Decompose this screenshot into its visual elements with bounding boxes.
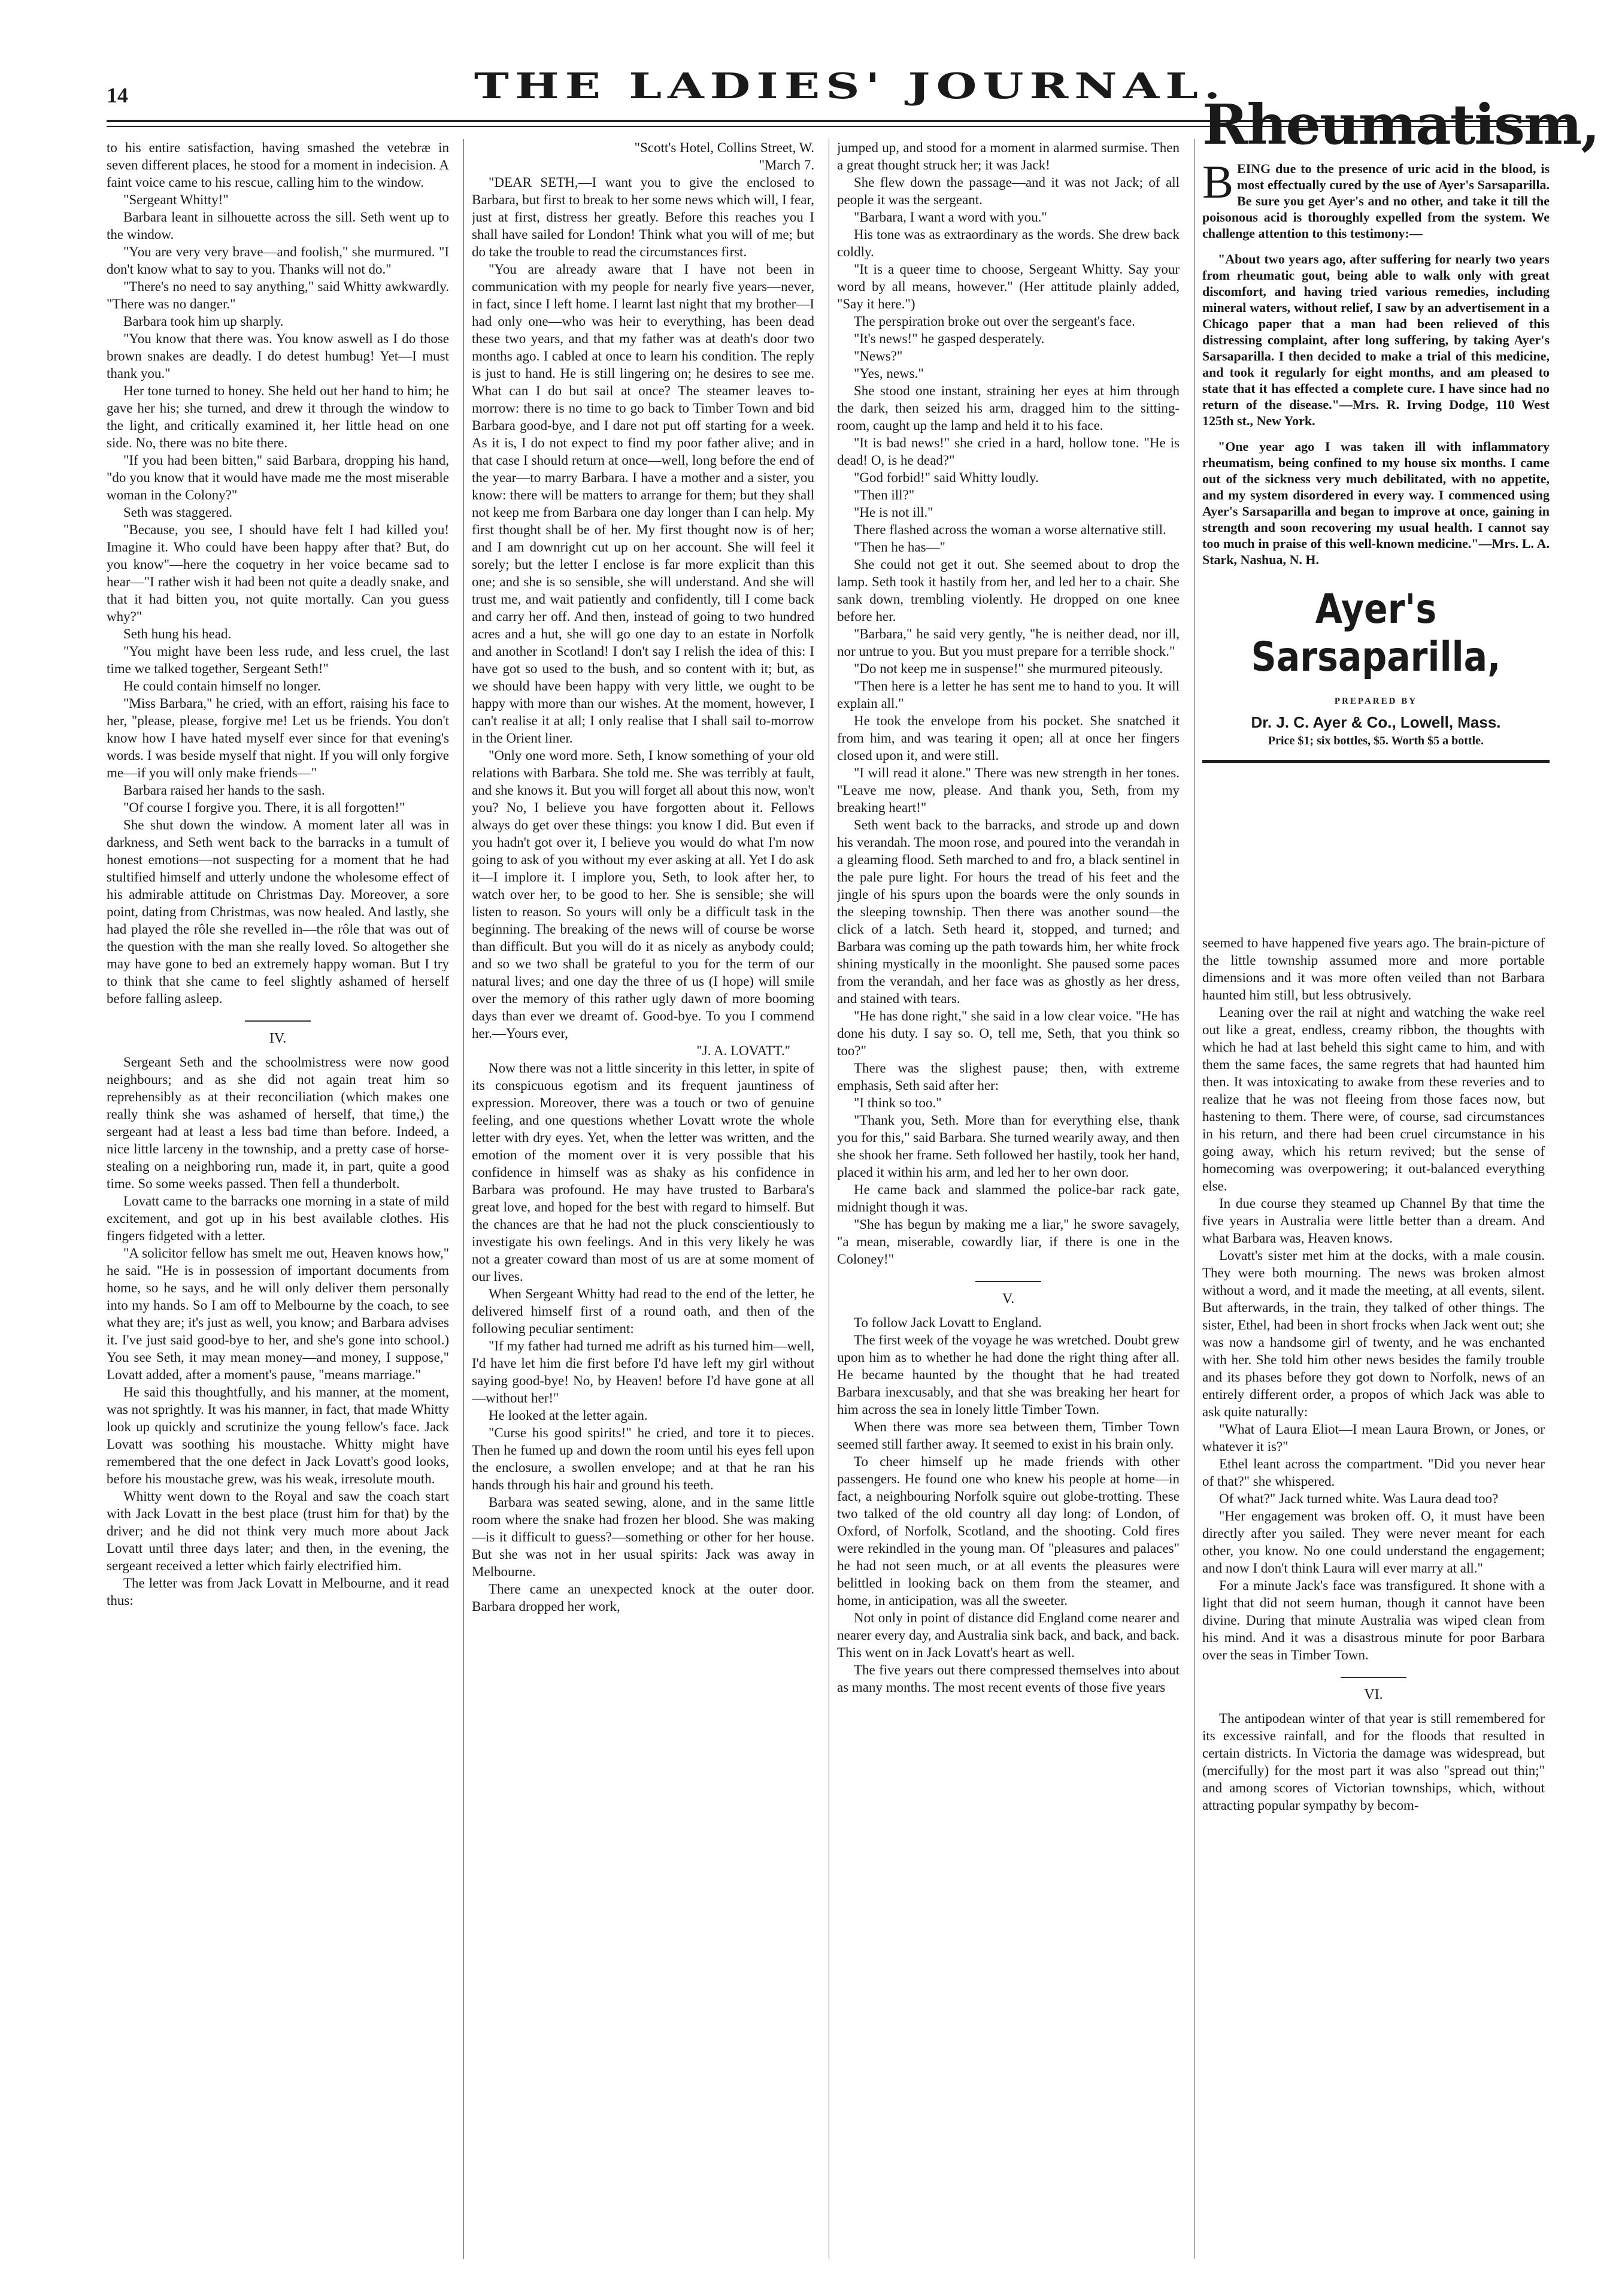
paragraph: "What of Laura Eliot—I mean Laura Brown, or Jones, or whatever it is?" <box>1202 1422 1545 1454</box>
paragraph: "I think so too." <box>854 1095 942 1110</box>
paragraph: "I will read it alone." There was new strength in her tones. "Leave me now, please. And thank you, Seth, from my breaking heart!" <box>837 765 1180 815</box>
paragraph: The perspiration broke out over the sergeant's face. <box>854 314 1135 329</box>
paragraph: "Miss Barbara," he cried, with an effort, raising his face to her, "please, please, forgive me! Let us be friends. You don't know how I have hated myself ever since for that evening's words. I was beside myself that night. If you will only forgive me—if you will only make friends—" <box>107 696 449 780</box>
paragraph: "You are already aware that I have not been in communication with my people for nearly five years—never, in fact, since I left home. I learnt last night that my brother—I had only one—who was heir to everything, has been dead these two years, and that my father was at death's door two months ago. I cabled at once to learn his condition. The reply is just to hand. He is still lingering on; he desires to see me. What can I do but sail at once? The steamer leaves to-morrow: there is no time to go back to Timber Town and bid Barbara good-bye, and I dare not put off starting for a week. As it is, I do not expect to find my poor father alive; and in that case I should return at once—well, long before the end of the year—to marry Barbara. I have a mother and a sister, you know: there will be matters to arrange for them; but they shall not keep me from Barbara one day longer than I can help. My first thought shall be of her. My first thought now is of her; and I am downright cut up on her account. She will feel it sorely; but the letter I enclose is far more explicit than this one; and she is so sensible, she will understand. And she will trust me, and wait patiently and confidently, till I come back and carry her off. And then, instead of going to two hundred acres and a hut, she will go one day to an estate in Norfolk and another in Scotland! I don't say I relish the idea of this: I have got so used to the bush, and so content with it; but, as we should have been happy with very little, we ought to be happy with more than our wishes. At the moment, however, I can't realise it at all; I only realise that I shall sail to-morrow in the Orient liner. <box>472 262 814 746</box>
paragraph: When Sergeant Whitty had read to the end of the letter, he delivered himself first of a round oath, and then of the following peculiar sentiment: <box>472 1286 814 1336</box>
paragraph: The five years out there compressed themselves into about as many months. The most recent events of those five years <box>837 1662 1180 1695</box>
ad-lead-paragraph <box>1202 156 1550 241</box>
paragraph: Sergeant Seth and the schoolmistress were now good neighbours; and as she did not again treat him so reprehensibly as at their reconciliation (which makes one really think she was ashamed of herself, that time,) the sergeant had at least a less bad time than before. Indeed, a nice little larceny in the township, and a pretty case of horse-stealing on a neighboring run, made it, in part, quite a good time. So some weeks passed. Then fell a thunderbolt. <box>107 1055 449 1191</box>
paragraph: There was the slighest pause; then, with extreme emphasis, Seth said after her: <box>837 1061 1180 1093</box>
ad-product-name: Ayer's Sarsaparilla, <box>1251 586 1501 681</box>
ad-lead-text: EING due to the presence of uric acid in the blood, is most effectually cured by the use of Ayer's Sarsaparilla. Be sure you get Ayer's and no other, and take it till the poisonous acid is thoroughly expelled from the system. We challenge attention to this testimony:— <box>1202 161 1550 241</box>
article-column-2 <box>472 139 814 2253</box>
paragraph: "A solicitor fellow has smelt me out, Heaven knows how," he said. "He is in possession of important documents from home, so he says, and he will only deliver them personally into my hands. So I am off to Melbourne by the coach, to see what they are; it's just as well, you know; and Barbara advises it. I've just said good-bye to her, and she's gone into school.) You see Seth, it may mean money—and money, I suppose," Lovatt added, after a moment's pause, "means marriage." <box>107 1246 449 1382</box>
paragraph: "DEAR SETH,—I want you to give the enclosed to Barbara, but first to break to her some news which will, I fear, just at first, distress her greatly. Before this reaches you I shall have sailed for London! Think what you will of me; but do take the trouble to read the circumstances first. <box>472 175 814 259</box>
paragraph: In due course they steamed up Channel By that time the five years in Australia were little better than a dream. And what Barbara was, Heaven knows. <box>1202 1196 1545 1246</box>
paragraph: He could contain himself no longer. <box>123 678 321 693</box>
paragraph: "God forbid!" said Whitty loudly. <box>854 470 1039 485</box>
paragraph: to his entire satisfaction, having smashed the vetebræ in seven different places, he stood for a moment in indecision. A faint voice came to his rescue, calling him to the window. <box>107 140 449 190</box>
ad-price: Price $1; six bottles, $5. Worth $5 a bottle. <box>1268 734 1484 747</box>
paragraph: "Her engagement was broken off. O, it must have been directly after you sailed. They were never meant for each other, you know. No one could understand the engagement; and now I don't think Laura will ever marry at all." <box>1202 1509 1545 1576</box>
masthead-title: THE LADIES' JOURNAL. <box>474 66 1227 107</box>
paragraph: seemed to have happened five years ago. The brain-picture of the little township assumed more and more portable dimensions and it was more often veiled than not Barbara haunted him still, but less obtrusively. <box>1202 935 1545 1002</box>
paragraph: The letter was from Jack Lovatt in Melbourne, and it read thus: <box>107 1576 449 1608</box>
paragraph: jumped up, and stood for a moment in alarmed surmise. Then a great thought struck her; it was Jack! <box>837 140 1180 172</box>
letter-date: "March 7. <box>759 157 814 172</box>
paragraph: He said this thoughtfully, and his manner, at the moment, was not sprightly. It was his manner, in fact, that made Whitty look up quickly and scrutinize the young fellow's face. Jack Lovatt was soothing his moustache. Whitty might have remembered that the one defect in Jack Lovatt's good looks, before his moustache grew, was his weak, irresolute mouth. <box>107 1385 449 1486</box>
paragraph: Lovatt's sister met him at the docks, with a male cousin. They were both mourning. The news was broken almost without a word, and it made the meeting, at all events, silent. But afterwards, in the train, they talked of other things. The sister, Ethel, had been in short frocks when Jack went out; she was now a handsome girl of twenty, and he was enchanted with her. She told him other news besides the family trouble and its phases before they got down to Norfolk, news of an entirely different order, a propos of which Jack was able to ask quite naturally: <box>1202 1248 1545 1419</box>
paragraph: "There's no need to say anything," said Whitty awkwardly. "There was no danger." <box>107 279 449 311</box>
ad-maker: Dr. J. C. Ayer & Co., Lowell, Mass. <box>1251 713 1501 731</box>
paragraph: Not only in point of distance did England come nearer and nearer every day, and Australia sink back, and back, and back. This went on in Jack Lovatt's heart as well. <box>837 1610 1180 1660</box>
section-heading-v: V. <box>837 1281 1180 1308</box>
paragraph: He came back and slammed the police-bar rack gate, midnight though it was. <box>837 1182 1180 1214</box>
paragraph: To cheer himself up he made friends with other passengers. He found one who knew his people at home—in fact, a neighbouring Norfolk squire out globe-trotting. These two talked of the old country all day long: of London, of Oxford, of Norfolk, Scotland, and the shooting. Cold fires were rekindled in the young man. Of "pleasures and palaces" he had not seen much, or at all events the pleasures were belittled in looking back on them from the steamer, and home, in anticipation, was all the sweeter. <box>837 1454 1180 1608</box>
paragraph: When there was more sea between them, Timber Town seemed still farther away. It seemed to exist in his brain only. <box>837 1419 1180 1452</box>
article-column-1 <box>107 139 449 2253</box>
paragraph: "Of course I forgive you. There, it is all forgotten!" <box>123 800 405 815</box>
paragraph: Barbara took him up sharply. <box>123 314 284 329</box>
paragraph: "Barbara, I want a word with you." <box>854 210 1047 225</box>
paragraph: "Thank you, Seth. More than for everything else, thank you for this," said Barbara. She turned wearily away, and then she shook her frame. Seth followed her hastily, took her hand, placed it within his arm, and led her to her own door. <box>837 1113 1180 1180</box>
paragraph: Seth went back to the barracks, and strode up and down his verandah. The moon rose, and poured into the verandah in a gleaming flood. Seth marched to and fro, a black sentinel in the pale pure light. For hours the tread of his feet and the jingle of his spurs upon the boards were the only sounds in the sleeping township. Then there was another sound—the click of a latch. Seth heard it, stopped, and turned; and Barbara was coming up the path towards him, her white frock shining mystically in the moonlight. She paused some paces from the verandah, and her face was as ghostly as her dress, and stained with tears. <box>837 817 1180 1006</box>
paragraph: Her tone turned to honey. She held out her hand to him; he gave her his; she turned, and drew it through the window to the light, and critically examined it, her little head on one side. No, there was no bite there. <box>107 383 449 450</box>
paragraph: There came an unexpected knock at the outer door. Barbara dropped her work, <box>472 1582 814 1614</box>
paragraph: He looked at the letter again. <box>489 1408 648 1423</box>
paragraph: Lovatt came to the barracks one morning in a state of mild excitement, and got up in his best available clothes. His fingers fidgeted with a letter. <box>107 1194 449 1243</box>
paragraph: "Then he has—" <box>854 540 945 555</box>
letter-signature: "J. A. LOVATT." <box>696 1043 790 1058</box>
ad-dropcap: B <box>1202 156 1234 208</box>
paragraph: "Do not keep me in suspense!" she murmured piteously. <box>854 661 1163 676</box>
paragraph: Now there was not a little sincerity in this letter, in spite of its conspicuous egotism and its frequent jauntiness of expression. Moreover, there was a touch or two of genuine feeling, and one questions whether Lovatt wrote the whole letter with dry eyes. Yet, when the letter was written, and the emotion of the moment over it is very possible that his confidence in himself was as shaky as his confidence in Barbara was profound. He may have trusted to Barbara's great love, and hoped for the best with regard to himself. But the chances are that he had not the pluck conscientiously to investigate his own feelings. And in this very likely he was not a greater coward than most of us are at some moment of our lives. <box>472 1061 814 1284</box>
section-heading-vi: VI. <box>1202 1677 1545 1704</box>
paragraph: "Sergeant Whitty!" <box>123 192 229 207</box>
letter-address: "Scott's Hotel, Collins Street, W. <box>634 140 814 155</box>
paragraph: He took the envelope from his pocket. She snatched it from him, and was tearing it open; all at once her fingers closed upon it, and were still. <box>837 713 1180 763</box>
paragraph: "Barbara," he said very gently, "he is neither dead, nor ill, nor untrue to you. But you must prepare for a terrible shock." <box>837 626 1180 659</box>
paragraph: "You know that there was. You know aswell as I do those brown snakes are deadly. I do detest humbug! Yet—I must thank you." <box>107 331 449 381</box>
ad-testimonial: "One year ago I was taken ill with inflammatory rheumatism, being confined to my house six months. I came out of the sickness very much debilitated, with no appetite, and my system disordered in every way. I commenced using Ayer's Sarsaparilla and began to improve at once, gaining in strength and soon recovering my usual health. I cannot say too much in praise of this well-known medicine."—Mrs. L. A. Stark, Nashua, N. H. <box>1202 439 1550 567</box>
paragraph: She shut down the window. A moment later all was in darkness, and Seth went back to the barracks in a tumult of honest emotions—not suspecting for a moment that he had stultified himself and utterly undone the wholesome effect of his admirable attitude on Christmas Day. Moreover, a sore point, dating from Christmas, was now healed. And lastly, she had played the rôle she revelled in—the rôle that was out of the question with the man she really loved. So altogether she may have gone to bed an extremely happy woman. But I try to think that she came to feel slightly ashamed of herself before falling asleep. <box>107 817 449 1006</box>
ad-testimonial: "About two years ago, after suffering for nearly two years from rheumatic gout, being able to walk only with great discomfort, and having tried various remedies, including mineral waters, without relief, I saw by an advertisement in a Chicago paper that a man had been relieved of this distressing complaint, after long suffering, by taking Ayer's Sarsaparilla. I then decided to make a trial of this medicine, and took it regularly for eight months, and am pleased to state that it has effected a complete cure. I have since had no return of the disease."—Mrs. R. Irving Dodge, 110 West 125th st., New York. <box>1202 252 1550 428</box>
section-heading-iv: IV. <box>107 1020 449 1047</box>
paragraph: Barbara raised her hands to the sash. <box>123 783 325 798</box>
article-column-3 <box>837 139 1180 2253</box>
paragraph: "News?" <box>854 349 903 364</box>
paragraph: The first week of the voyage he was wretched. Doubt grew upon him as to whether he had done the right thing after all. He became haunted by the thought that he had treated Barbara inexcusably, and that she was breaking her heart for him across the sea in lonely little Timber Town. <box>837 1332 1180 1417</box>
paragraph: His tone was as extraordinary as the words. She drew back coldly. <box>837 227 1180 259</box>
advertisement-ayers-sarsaparilla <box>1202 90 1599 910</box>
paragraph: Seth was staggered. <box>123 505 233 520</box>
paragraph: Whitty went down to the Royal and saw the coach start with Jack Lovatt in the best place (trust him for that) by the driver; and he did not think very much more about Jack Lovatt until three days later; and then, in the evening, the sergeant received a letter which fairly electrified him. <box>107 1489 449 1573</box>
paragraph: She flew down the passage—and it was not Jack; of all people it was the sergeant. <box>837 175 1180 207</box>
paragraph: She stood one instant, straining her eyes at him through the dark, then seized his arm, dragged him to the sitting-room, caught up the lamp and held it to his face. <box>837 383 1180 433</box>
paragraph: Of what?" Jack turned white. Was Laura dead too? <box>1219 1491 1499 1506</box>
paragraph: "You might have been less rude, and less cruel, the last time we talked together, Sergeant Seth!" <box>107 644 449 676</box>
paragraph: "If you had been bitten," said Barbara, dropping his hand, "do you know that it would have made me the most miserable woman in the Colony?" <box>107 453 449 502</box>
paragraph: Seth hung his head. <box>123 626 232 641</box>
article-column-4 <box>1202 934 1545 2252</box>
paragraph: "Then ill?" <box>854 487 915 502</box>
paragraph: Barbara leant in silhouette across the sill. Seth went up to the window. <box>107 210 449 242</box>
page-number: 14 <box>107 83 128 107</box>
paragraph: "You are very very brave—and foolish," she murmured. "I don't know what to say to you. Thanks will not do." <box>107 244 449 277</box>
paragraph: "She has begun by making me a liar," he swore savagely, "a mean, miserable, cowardly liar, if there is one in the Coloney!" <box>837 1217 1180 1267</box>
paragraph: For a minute Jack's face was transfigured. It shone with a light that did not seem human, though it cannot have been divine. During that minute Australia was wiped clean from his mind. And it was a disastrous minute for poor Barbara over the seas in Timber Town. <box>1202 1578 1545 1662</box>
paragraph: "He is not ill." <box>854 505 933 520</box>
paragraph: "Curse his good spirits!" he cried, and tore it to pieces. Then he fumed up and down the room until his eyes fell upon the enclosure, a swollen envelope; and at that he ran his hands through his hair and ground his teeth. <box>472 1425 814 1492</box>
paragraph: "He has done right," she said in a low clear voice. "He has done his duty. I say so. O, tell me, Seth, that you think so too?" <box>837 1008 1180 1058</box>
paragraph: To follow Jack Lovatt to England. <box>854 1315 1042 1330</box>
paragraph: "It's news!" he gasped desperately. <box>854 331 1045 346</box>
paragraph: "It is bad news!" she cried in a hard, hollow tone. "He is dead! O, is he dead?" <box>837 435 1180 468</box>
paragraph: "If my father had turned me adrift as his turned him—well, I'd have let him die first before I'd have left my girl without saying good-bye! No, by Heaven! before I'd have gone at all—without her!" <box>472 1338 814 1406</box>
paragraph: Barbara was seated sewing, alone, and in the same little room where the snake had frozen her blood. She was making—is it difficult to guess?—something or other for her house. But she was not in her usual spirits: Jack was away in Melbourne. <box>472 1495 814 1579</box>
ad-headline: Rheumatism, <box>1202 92 1599 157</box>
paragraph: "It is a queer time to choose, Sergeant Whitty. Say your word by all means, however." (Her attitude plainly added, "Say it here.") <box>837 262 1180 311</box>
paragraph: There flashed across the woman a worse alternative still. <box>854 522 1166 537</box>
ad-prepared-by: PREPARED BY <box>1334 696 1418 706</box>
paragraph: "Only one word more. Seth, I know something of your old relations with Barbara. She told me. She was terribly at fault, and she knows it. But you will forget all about this now, won't you? No, I believe you have forgotten about it. Fellows always do get over these things: you know I did. But even if you hadn't got over it, I believe you would do what I'm now going to ask of you without my ever asking at all. Yet I do ask it—I implore it. I implore you, Seth, to look after her, to watch over her, to be good to her. She is sensible; she will listen to reason. So yours will only be a difficult task in the beginning. The breaking of the news will of course be worse than difficult. But you will do it as nicely as anybody could; and so we two shall be grateful to you for the term of our natural lives; and one day the three of us (I hope) will smile over the memory of this rather ugly dawn of more booming days than ever we dreamt of. Good-bye. To you I commend her.—Yours ever, <box>472 748 814 1041</box>
column-divider <box>463 139 464 2259</box>
paragraph: "Then here is a letter he has sent me to hand to you. It will explain all." <box>837 678 1180 711</box>
ad-bottom-rule <box>1202 760 1550 763</box>
paragraph: The antipodean winter of that year is still remembered for its excessive rainfall, and for the floods that resulted in certain districts. In Victoria the damage was widespread, but (mercifully) for the most part it was also "spread out thin;" and among scores of Victorian townships, which, without attracting popular sympathy by becom- <box>1202 1711 1545 1813</box>
paragraph: "Yes, news." <box>854 366 924 381</box>
paragraph: Ethel leant across the compartment. "Did you never hear of that?" she whispered. <box>1202 1456 1545 1489</box>
paragraph: Leaning over the rail at night and watching the wake reel out like a great, endless, creamy ribbon, the thoughts with which he had at last beheld this sight came to him, and with them the same faces, the same regrets that had haunted him then. It was intoxicating to awake from these reveries and to realize that he was not fleeing from those faces now, but hastening to them. There were, of course, sad circumstances in his return, and there had been cruel circumstance in his going away, which his return revived; but the sense of homecoming was overpowering; it out-balanced everything else. <box>1202 1005 1545 1194</box>
paragraph: She could not get it out. She seemed about to drop the lamp. Seth took it hastily from her, and led her to a chair. She sank down, trembling violently. He dropped on one knee before her. <box>837 557 1180 624</box>
paragraph: "Because, you see, I should have felt I had killed you! Imagine it. Who could have been happy after that? But, do you know"—here the coquetry in her voice became sad to hear—"I rather wish it had been not quite a deadly snake, and that it had bitten you, not quite mortally. Can you guess why?" <box>107 522 449 624</box>
